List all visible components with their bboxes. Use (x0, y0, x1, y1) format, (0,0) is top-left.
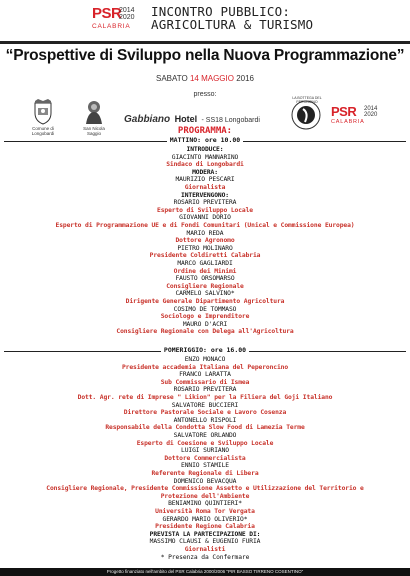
program-description-line: Sociologo e Imprenditore (160, 313, 250, 321)
psr-logo-years (119, 7, 135, 21)
comune-caption: Comune di Longobardi (31, 126, 55, 136)
footer (0, 568, 410, 576)
program-name-line: PIETRO MOLINARO (177, 244, 233, 252)
program-name-line: CARMELO SALVINO* (175, 290, 235, 298)
program-name-line: SALVATORE ORLANDO (173, 432, 237, 439)
date-day-month: 14 MAGGIO (189, 74, 234, 83)
program-name-line: MAURIZIO PESCARI (175, 176, 235, 184)
event-title-line-2: AGRICOLTURA & TURISMO (151, 17, 314, 32)
program-name-line: ANTONELLO RISPOLI (173, 416, 237, 424)
hotel-label: Hotel (174, 114, 198, 124)
program-name-line: MASSIMO CLAUSI & EUGENIO FURIA (149, 538, 261, 546)
program-name-line: DOMENICO BEVACQUA (173, 477, 237, 485)
program-name-line: FAUSTO ORSOMARSO (175, 275, 235, 283)
program-name-line: MARCO GAGLIARDI (177, 260, 233, 267)
program-description-line: Presidente Regione Calabria (155, 523, 255, 531)
morning-label (0, 136, 410, 144)
morning-session-header (0, 137, 410, 145)
afternoon-session-header (0, 347, 410, 355)
psr-right-years (364, 106, 377, 118)
programma-title: PROGRAMMA: (177, 126, 233, 136)
program-name-line: ROSARIO PREVITERA (173, 199, 237, 207)
psr-right-region: CALABRIA (331, 119, 365, 125)
hotel-brand: Gabbiano (124, 114, 171, 125)
program-name-line: MARIO REDA (186, 229, 224, 237)
program-name-line: MAURO D'ACRI (182, 320, 228, 328)
san-nicola-emblem-icon (82, 99, 106, 125)
event-title (151, 5, 313, 31)
program-description-line: Referente Regionale di Libera (151, 470, 259, 477)
psr-year-end: 2020 (119, 14, 135, 21)
bottega-caption: LA BOTTEGA DEL PERONCINO (292, 96, 322, 104)
event-date (0, 74, 410, 83)
program-name-line: GIOVANNI DORIO (179, 214, 231, 222)
program-name-line: * Presenza da Confermare (160, 553, 250, 561)
program-name-line: GERARDO MARIO OLIVERIO* (162, 515, 248, 523)
program-description-line: Consigliere Regionale (166, 282, 244, 290)
program-role-line: MODERA: (192, 168, 218, 176)
psr-right-text: PSR (331, 104, 357, 119)
hotel-logo (124, 109, 260, 127)
footer-text: Progetto finanziato nell'ambito del PSR Calabria 2000/2006 "PIR BASSO TIRRENO COSENTINO" (106, 569, 304, 574)
psr-logo-region: CALABRIA (92, 23, 131, 30)
program-description-line: Direttore Pastorale Sociale e Lavoro Cosenza (123, 409, 287, 417)
program-description-line: Presidente Coldiretti Calabria (149, 252, 261, 260)
program-description-line: Esperto di Coesione e Sviluppo Locale (136, 439, 274, 447)
program-description-line: Giornalista (184, 184, 226, 191)
hotel-address: - SS18 Longobardi (201, 117, 260, 124)
program-description-line: Dirigente Generale Dipartimento Agricoltura (125, 298, 285, 305)
program-description-line: Responsabile della Condotta Slow Food di Lamezia Terme (105, 424, 305, 432)
program-description-line: Protezione dell'Ambiente (160, 492, 250, 500)
program-name-line: SALVATORE BUCCIERI (171, 401, 239, 409)
program-role-line: PREVISTA LA PARTECIPAZIONE DI: (149, 530, 261, 538)
title-divider (0, 41, 410, 44)
comune-crest-icon (32, 99, 54, 125)
program-name-line: GIACINTO MANNARINO (171, 153, 239, 161)
psr-right-year-end: 2020 (364, 112, 378, 118)
program-name-line: LUIGI SURIANO (181, 447, 229, 455)
program-description-line: Giornalisti (184, 546, 226, 553)
afternoon-label-text: POMERIGGIO: ore 16.00 (161, 346, 249, 354)
program-name-line: ENZO MONACO (184, 356, 226, 363)
program-description-line: Università Roma Tor Vergata (155, 508, 255, 515)
subtitle: “Prospettive di Sviluppo nella Nuova Programmazione” (5, 47, 405, 64)
morning-label-text: MATTINO: ore 10.00 (167, 136, 243, 144)
program-description-line: Sub Commissario di Ismea (160, 378, 250, 386)
afternoon-label (0, 346, 410, 354)
date-weekday: SABATO (156, 74, 188, 83)
program-description-line: Presidente accademia Italiana del Peperoncino (121, 363, 289, 371)
program-role-line: INTRODUCE: (186, 146, 224, 153)
psr-logo-text: PSR (92, 5, 122, 22)
program-description-line: Consigliere Regionale, Presidente Commissione Assetto e Utilizzazione del Territorio e (46, 485, 364, 493)
program-name-line: BENIAMINO QUINTIERI* (168, 500, 242, 508)
date-year: 2016 (236, 74, 254, 83)
program-role-line: INTERVENGONO: (181, 191, 229, 199)
program-description-line: Consigliere Regionale con Delega all'Agricoltura (116, 328, 294, 336)
san-nicola-caption: San Nicola Saggio (83, 126, 105, 136)
header (0, 0, 410, 38)
program-description-line: Ordine dei Minimi (173, 267, 237, 275)
psr-right-year-start: 2014 (364, 106, 378, 112)
program-name-line: FRANCO LARATTA (179, 371, 231, 379)
program-description-line: Dott. Agr. rete di Imprese " Likion" per la Filiera del Goji Italiano (77, 394, 333, 401)
program-description-line: Dottore Agronomo (175, 237, 235, 245)
program-description-line: Sindaco di Longobardi (166, 161, 244, 169)
psr-logo (92, 6, 144, 36)
presso-label: presso: (193, 91, 217, 98)
program-name-line: COSIMO DE TOMMASO (173, 305, 237, 313)
program-description-line: Esperto di Programmazione UE e di Fondi Comunitari (Unical e Commissione Europea) (55, 222, 355, 229)
program-name-line: ENNIO STAMILE (181, 462, 229, 470)
program-description-line: Dottore Commercialista (164, 454, 246, 462)
event-title-line-1: INCONTRO PUBBLICO: (151, 4, 291, 19)
program-description-line: Esperto di Sviluppo Locale (157, 206, 253, 214)
psr-year-start: 2014 (119, 7, 135, 14)
program-name-line: ROSARIO PREVITERA (173, 386, 237, 394)
